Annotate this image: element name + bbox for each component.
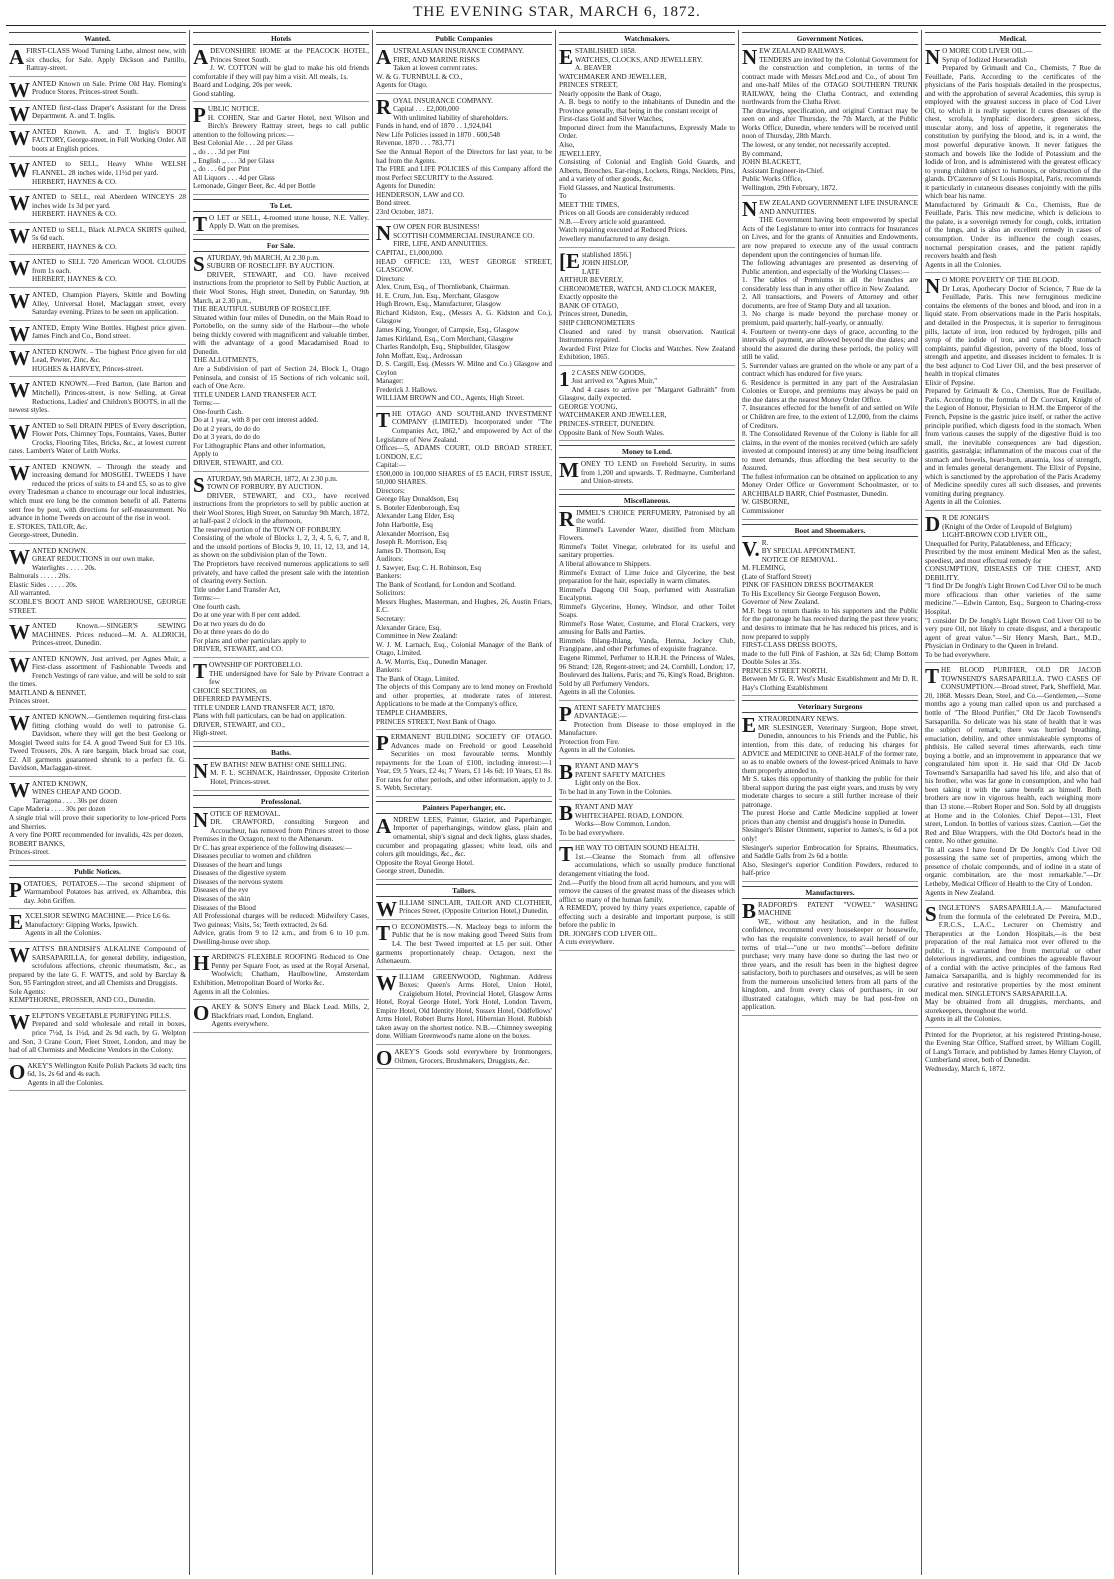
advertisement: PUBLIC NOTICE. H. COHEN, Star and Garter Hotel, next Wilson and Birch's Brewery Rattray street, begs to call public attention to the following prices:— Best Colonial Ale . . . 2d per Glass ,, do . . . 3d per Pint ,, English ,, . . . 3d per Glass ,, do . . . 6d per Pint All Liquors . . . 4d per Glass Lemonade, Ginger Beer, &c. 4d per Bottle: [193, 105, 369, 194]
advertisement: AFIRST-CLASS Wood Turning Lathe, almost new, with six chucks, for Sale. Apply Dickson and Pattillo, Rattray-street.: [9, 47, 186, 77]
advertisement: TO LET or SELL, 4-roomed stone house, N.E. Valley. Apply D. Watt on the premises.: [193, 211, 369, 236]
section-heading: Wanted.: [9, 32, 186, 45]
advertisement: WANTED KNOWN. – Through the steady and increasing demand for MOSGIEL TWEEDS I have reduced the prices of suits to £4 and £5, so as to give every Tradesman a chance to encourage our local industries, which must ere long be the common benefit of all. Patterns sent free by post, with directions for self-measurement. No advance in home Tweeds on account of the rise in wool. E. STOKES, TAILOR, &c. George-street, Dunedin.: [9, 463, 186, 544]
advertisement: WANTED to Sell DRAIN PIPES of Every description, Flower Pots, Chimney Tops, Fountains, Vases, Butter Crocks, Flooring Tiles, Bricks, &c., at lowest current rates. Lambert's Water of Leith Works.: [9, 422, 186, 460]
section-heading: For Sale.: [193, 239, 369, 252]
advertisement: ANDREW LEES, Painter, Glazier, and Paperhanger, Importer of paperhangings, window glass, plain and ornamental, ship's signal and deck lights, glass shades, cucumber and propagating glasses; white lead, oils and colors gilt mouldings, &c., &c. Opposite the Royal George Hotel. George street, Dunedin.: [376, 816, 552, 880]
advertisement: DR DE JONGH'S (Knight of the Order of Leopold of Belgium) LIGHT-BROWN COD LIVER OIL, Unequalled for Purity, Palatableness, and Efficacy; Prescribed by the most eminent Medical Men as the safest, speediest, and most effectual remedy for CONSUMPTION, DISEASES OF THE CHEST, AND DEBILITY. "I find Dr De Jongh's Light Brown Cod Liver Oil to be much more efficacious than other varieties of the same medicine."—Edwin Canton, Esq., Surgeon to Charing-cross Hospital. "I consider Dr De Jongh's Light Brown Cod Liver Oil to be very pure Oil, not likely to create disgust, and a therapeutic agent of great value."—Sir Henry Marsh, Bart., M.D., Physician in Ordinary to the Queen in Ireland. To be had everywhere.: [925, 514, 1101, 663]
advertisement: [Established 1856.] JOHN HISLOP, LATE ARTHUR BEVERLY, CHRONOMETER, WATCH, AND CLOCK MAKER, Exactly opposite the BANK OF OTAGO, Princes street, Dunedin, SHIP CHRONOMETERS Cleaned and rated by transit observation. Nautical Instruments repaired. Awarded First Prize for Clocks and Watches. New Zealand Exhibition, 1865.: [559, 251, 735, 366]
advertisement: WATTS'S BRANDISH'S ALKALINE Compound of SARSAPARILLA, for general debility, indigestion, scrofulous affections, chronic rheumatism, &c., as prepared by the late G. F. WATTS, and sold by Barclay & Son, 95 Farringdon street, and all Chemists and Druggists. Sole Agents: KEMPTHORNE, PROSSER, AND CO., Dunedin.: [9, 945, 186, 1009]
column-6: [921, 30, 1104, 1575]
advertisement: WANTED to SELL, Heavy White WELSH FLANNEL. 28 inches wide, 11½d per yard. HERBERT, HAYNES & CO.: [9, 160, 186, 190]
advertisement: BRADFORD'S PATENT "VOWEL" WASHING MACHINE WE, without any hesitation, and in the fullest confidence, recommend every housekeeper or housewife, who has the requisite convenience, to avail herself of our terms of trial—"one or two months"—before definite purchase; very many have done so during the last two or three years, and the result has been in the highest degree satisfactory, both to purchasers and ourselves, as will be seen from the numerous unsolicited letters from all parts of the kingdom, and from every class of purchasers, in our illustrated catalogue, which may be had post-free on application.: [742, 901, 918, 1016]
advertisement: OAKEY'S Wellington Knife Polish Packets 3d each; tins 6d, 1s, 2s 6d and 4s each. Agents in all the Colonies.: [9, 1062, 186, 1092]
advertisement: WANTED KNOWN.—Gentlemen requiring first-class fitting clothing would do well to patronise G. Davidson, where they will get the best Geelong or Mosgiel Tweed suits for £4. A good Tweed Suit for £3 10s. Tweed Trousers, 20s. A rare bargain, black broad sac coat, £2. All garments guaranteed shrunk to a perfect fit. G. Davidson, Maclaggan-street.: [9, 713, 186, 777]
column-4: [555, 30, 738, 1575]
advertisement: WANTED to SELL, Black ALPACA SKIRTS quilted, 5s 6d each. HERBERT, HAYNES & CO.: [9, 226, 186, 256]
section-heading: Money to Lend.: [559, 445, 735, 458]
advertisement: SINGLETON'S SARSAPARILLA,— Manufactured from the formula of the celebrated Dr Pereira, M.D., F.R.C.S., L.A.C., Lecturer on Chemistry and Therapeutics at the London Hospitals,—is the best preparation of the real Jamaica root ever offered to the public. It is warranted free from mercurial or other deleterious ingredients, and combines the agreeable flavour of a cordial with the active principles of the famous Red Jamaica Sarsaparilla, and is highly recommended for its curative and restorative properties by the most eminent medical men. SINGLETON'S SARSAPARILLA. May be obtained from all druggists, merchants, and storekeepers, throughout the world. Agents in all the Colonies.: [925, 904, 1101, 1028]
section-heading: Baths.: [193, 746, 369, 759]
advertisement: V.R. BY SPECIAL APPOINTMENT. NOTICE OF REMOVAL. M. FLEMING, (Late of Stafford Street) PINK OF FASHION DRESS BOOTMAKER To His Excellency Sir George Ferguson Bowen, Governor of New Zealand. M.F. begs to return thanks to his supporters and the Public for the patronage he has received during the past three years; and desires to intimate that he has reduced his prices, and is now prepared to supply FIRST-CLASS DRESS BOOTS, made to the full Pink of Fashion, at 32s 6d; Clump Bottom Double Soles at 35s. PRINCES STREET NORTH. Between Mr G. R. West's Music Establishment and Mr D. R. Hay's Clothing Establishment: [742, 539, 918, 697]
column-1: [6, 30, 189, 1575]
section-heading: Painters Paperhanger, etc.: [376, 801, 552, 814]
advertisement: ESTABLISHED 1858. WATCHES, CLOCKS, AND JEWELLERY. A. BEAVER WATCHMAKER AND JEWELLER, PRINCES STREET, Nearly opposite the Bank of Otago, A. B. begs to notify to the inhabitants of Dunedin and the Province generally, that being in the constant receipt of First-class Gold and Silver Watches, Imported direct from the Manufactures, Expressly Made to Order. Also, JEWELLERY, Consisting of Colonial and English Gold Guards, and Alberts, Brooches, Ear-rings, Lockets, Rings, Necklets, Pins, and a variety of other goods, &c. Field Glasses, and Nautical Instruments. To MEET THE TIMES, Prices on all Goods are considerably reduced N.B.—Every article sold guaranteed. Watch repairing executed at Reduced Prices. Jewellery manufactured to any design.: [559, 47, 735, 248]
advertisement: WANTED Known.—SINGER'S SEWING MACHINES. Prices reduced—M. A. ALDRICH, Princes-street, Dunedin.: [9, 622, 186, 652]
section-heading: Tailors.: [376, 884, 552, 897]
advertisement: HARDING'S FLEXIBLE ROOFING Reduced to One Penny per Square Foot, as used at the Royal Arsenal, Woolwich; Chatham, Haulbowline, Amsterdam Exhibition, Metropolitan Board of Works &c. Agents in all the Colonies.: [193, 953, 369, 1000]
advertisement: WANTED KNOWN, Just arrived, per Agnes Muir, a First-class assortment of Fashionable Tweeds and French Vestings of rare value, and will be sold to suit the times. MAITLAND & BENNET, Princes street.: [9, 655, 186, 710]
advertisement: THE WAY TO OBTAIN SOUND HEALTH. 1st.—Cleanse the Stomach from all offensive accumulations, which so usually produce functional derangement vitiating the food. 2nd.—Purify the blood from all acrid humours, and you will remove the causes of the greatest mass of the diseases which afflict so many of the human family. A REMEDY, proved by thirty years experience, capable of effecting such a desirable and important purpose, is still before the public in DR. JONGH'S COD LIVER OIL. A cuts everywhere.: [559, 844, 735, 951]
section-heading: Boot and Shoemakers.: [742, 524, 918, 537]
advertisement: NEW ZEALAND GOVERNMENT LIFE INSURANCE AND ANNUITIES. THE Government having been empowered by special Acts of the Legislature to enter into contracts for Insurances on Lives, and for the grants of Annuities and Endowments, are now prepared to execute any of the usual contracts dependent upon the contingencies of human life. The following advantages are presented as deserving of Public attention, and especially of the Working Classes:— 1. The tables of Premiums in all the branches are considerably less than in any other office in New Zealand. 2. All transactions, and Powers of Attorney and other documents, are free of Stamp Duty and all taxation. 3. No charge is made beyond the purchase money or premium, paid quarterly, half-yearly, or annually. 4. Fourteen or twenty-one days of grace, according to the intervals of payment, are allowed beyond the due dates; and should the assured die during these periods, the policy will still be valid. 5. Surrender values are granted on the whole or any part of a contract which has endured for five years. 6. Residence is permitted in any part of the Australasian Colonies or Europe, and premiums may always be paid on the due dates at the nearest Money Order Office. 7. Insurances effected for the benefit of and settled on Wife or Children are free, to the extent of L2,000, from the claims of Creditors. 8. The Consolidated Revenue of the Colony is liable for all claims, in the event of the monies received (which are safely invested at compound interest) at any time being insufficient to meet demands, thus affording the best security to the Assured. The fullest information can be obtained on application to any Money Order Office or Government Schoolmaster, or to ARCHIBALD BARR, Chief Postmaster, Dunedin. W. GISBORNE, Commissioner: [742, 199, 918, 519]
section-heading: Medical.: [925, 32, 1101, 45]
advertisement: SATURDAY, 9th MARCH, At 2.30 p.m. SUBURB OF ROSECLIFF. BY AUCTION. DRIVER, STEWART, and CO. have received instructions from the proprietor to Sell by Public Auction, at their Wool Stores, High street, Dunedin, on Saturday, 9th March, at 2.30 p.m., THE BEAUTIFUL SUBURB OF ROSECLIFF. Situated within four miles of Dunedin, on the Main Road to Portobello, on the sunny side of the Harbour—the whole being thickly covered with magnificent and valuable timber, with the advantage of a good Macadamised Road to Dunedin. THE ALLOTMENTS, Are a Subdivision of part of Section 24, Block I., Otago Peninsula, and consist of 15 Sections of rich volcanic soil, each of One Acre. TITLE UNDER LAND TRANSFER ACT. Terms:— One-fourth Cash. Do at 1 year, with 8 per cent interest added. Do at 2 years, do do do Do at 3 years, do do do For Lithographic Plans and other information, Apply to DRIVER, STEWART, and CO.: [193, 254, 369, 472]
advertisement: NEW ZEALAND RAILWAYS. TENDERS are invited by the Colonial Government for the construction and completion, in terms of the contract made with Messrs McLeod and Co., of about Ten and one-half Miles of the OTAGO SOUTHERN TRUNK RAILWAY, being the Clutha Contract, and extending northwards from the Clutha River. The drawings, specification, and original Contract may be seen on and after Thursday, the 7th March, at the Public Works Office, Dunedin, where tenders will be received until noon of Thursday, 28th March. The lowest, or any tender, not necessarily accepted. By command, JOHN BLACKETT, Assistant Engineer-in-Chief. Public Works Office, Wellington, 29th February, 1872.: [742, 47, 918, 196]
advertisement: WANTED KNOWN.—Fred Barton, (late Barton and Mitchell), Princes-street, is now Selling, at Great Reductions, Ladies' and Children's BOOTS, in all the newest styles.: [9, 380, 186, 418]
section-heading: Manufacturers.: [742, 886, 918, 899]
advertisement: WILLIAM SINCLAIR, TAILOR AND CLOTHIER, Princes Street, (Opposite Criterion Hotel,) Dunedin.: [376, 896, 552, 921]
section-heading: Watchmakers.: [559, 32, 735, 45]
column-2: [189, 30, 372, 1575]
advertisement: THE BLOOD PURIFIER, OLD DR JACOB TOWNSEND'S SARSAPARILLA. TWO CASES OF CONSUMPTION.—Broad street, Park, Sheffield, Mar. 20, 1868. Messrs Dean, Steel, and Co.—Gentlemen,—Some months ago a young man called upon us and purchased a bottle of "The Blood Purifier," Old Dr Jacob Townsend's Sarsaparilla. So delicate was his state of health that it was the subject of remark; there was hurried breathing, emaciation, debility, and other unmistakeable symptoms of phthisis. He called several times afterwards, each time buying a bottle, and an improvement in appearance that we congratulated him upon it. He said that Old Dr Jacob Townsend's Sarsaparilla had saved his life, and also that of his brother, who was far gone in consumption, and who had been taking it with the same benefit as himself. Both brothers are now in vigorous health, each weighing more than 13 stone.—Robert Roper and Son. Sold by all druggists at Home and in the Colonies. Chief Depot—131, Fleet street, London. In bottles of various sizes. Caution.—Get the Red and Blue Wrappers, with the Old Doctor's head in the centre. No other genuine. "In all cases I have found Dr De Jongh's Cod Liver Oil possessing the same set of properties, among which the presence of cholaic compounds, and of iodine in a state of organic combination, are the most remarkable."—Dr Letheby, Medical Officer of Health to the City of London. Agents in New Zealand.: [925, 666, 1101, 901]
advertisement: THE OTAGO AND SOUTHLAND INVESTMENT COMPANY (LIMITED). Incorporated under "The Companies Act, 1862," and empowered by Act of the Legislature of New Zealand. Offices—5, ADAMS COURT, OLD BROAD STREET, LONDON, E.C. Capital:— £500,000 in 100,000 SHARES of £5 EACH, FIRST ISSUE, 50,000 SHARES. Directors: George Hay Donaldson, Esq S. Boteler Edenborough, Esq Alexander Lang Elder, Esq John Harbottle, Esq Alexander Morrison, Esq Joseph R. Morrison, Esq James D. Thomson, Esq Auditors: J. Sawyer, Esq; C. H. Robinson, Esq Bankers: The Bank of Scotland, for London and Scotland. Solicitors: Messrs Hughes, Masterman, and Hughes, 26, Austin Friars, E.C. Secretary: Alexander Grace, Esq. Committee in New Zealand: W. J. M. Larnach, Esq., Colonial Manager of the Bank of Otago, Limited. A. W. Morris, Esq., Dunedin Manager. Bankers: The Bank of Otago, Limited. The objects of this Company are to lend money on Freehold and other properties, at moderate rates of interest. Applications to be made at the Company's office, TEMPLE CHAMBERS, PRINCES STREET, Next Bank of Otago.: [376, 410, 552, 730]
advertisement: ADEVONSHIRE HOME at the PEACOCK HOTEL, Princes Street South. J. W. COTTON will be glad to make his old friends comfortable if they will pay him a visit. All meals, 1s. Board and Lodging, 20s per week. Good stabling.: [193, 47, 369, 102]
advertisement: NO MORE POVERTY OF THE BLOOD. Dr Leras, Apothecary Doctor of Science, 7 Rue de la Feuillade, Paris. This new ferruginous medicine contains the elements of the bones and blood, and iron in a liquid state. From observations made in the Paris hospitals, and detailed in the Prospectus, it is superior to ferruginous pills, lactate of iron, iron reduced by hydrogen, pills and syrup of the iodide of iron, and cures rapidly stomach complaints, painful digestion, poverty of the blood, loss of strength and appetite, and diseases incident to females. It is the best adjunct to Cod Liver Oil, and the best preserver of health in tropical climates Elixir of Pepsine. Prepared by Grimault & Co., Chemists, Rue de Feuillade, Paris. According to the formula of Dr Corvisart, Knight of the Legion of Honour, Physician to H.M. the Emperor of the French, Pepsine is the gastric juice itself, or rather the active principle purified, which digests food in the stomach. When from various causes the supply of the digestive fluid is too small, the inevitable consequences are bad digestion, gastritis, gastralgia; inflammation of the mucous coat of the stomach and bowels, heart-burn, anaemia, loss of strength, and in females general derangement. The Elixir of Pepsine, which is sanctioned by the approbation of the Paris Academy of Medicine speedily cures all such diseases, and prevents vomiting during pregnancy. Agents in all the Colonies.: [925, 276, 1101, 511]
advertisement: WANTED KNOWN, WINES CHEAP AND GOOD. Tarragona . . . . 30s per dozen Cape Maderia . . . . 30s per dozen A single trial will prove their superiority to low-priced Ports and Sherries. A very fine PORT recommended for invalids, 42s per dozen. ROBERT BANKS, Princes-street.: [9, 780, 186, 861]
advertisement: EXTRAORDINARY NEWS. MR SLESINGER, Veterinary Surgeon, Hope street, Dunedin, announces to his Friends and the Public, his intention, from this date, of reducing his charges for ADVICE and MEDICINE to ONE-HALF of the former rate, so as to enable owners of the lowest-priced Animals to have them properly attended to. Mr S. takes this opportunity of thanking the public for their liberal support during the past eight years, and trusts by very moderate charges to secure a still further increase of their patronage. The purest Horse and Cattle Medicine supplied at lower prices than any chemist and druggist's house in Dunedin. Slesinger's Blister Ointment, superior to James's, is 6d a pot only! Slesinger's superior Embrocation for Sprains, Rheumatics, and Saddle Galls from 2s 6d a bottle. Also, Slesinger's superior Condition Powders, reduced to half-price: [742, 715, 918, 881]
advertisement: OAKEY & SON'S Emery and Black Lead. Mills, 2, Blackfriars road, London, England. Agents everywhere.: [193, 1003, 369, 1033]
advertisement: NO MORE COD LIVER OIL.— Syrup of Iodized Horseradish Prepared by Grimault and Co., Chemists, 7 Rue de Feuillade, Paris. According to the certificates of the physicians of the Paris hospitals detailed in the prospectus, and with the approbation of several Academies, this syrup is employed with the greatest success in place of Cod Liver Oil, to which it is really superior. It cures diseases of the chest, scrofula, lymphatic disorders, green sickness, muscular atony, and loss of appetite, it regenerates the constitution by purifying the blood, and is, in a word, the most powerful depurative known. It never fatigues the stomach and bowels like the Iodide of Potassium and the Iodide of Iron, and is administered with the greatest efficacy to young children subject to humours, or obstruction of the glands. D'Cazenave of St Louis Hospital, Paris, recommends it particularly in cutaneous diseases conjointly with the pills which bear his name. Manufactured by Grimault & Co., Chemists, Rue de Feuillade, Paris. This new medicine, which is delicious to the palate, is a sovereign remedy for cough, colds, irritation of the lungs, and is also an excellent remedy in cases of consumption. Under its influence the cough ceases, nocturnal perspiration ceases, and the patient rapidly recovers health and flesh Agents in all the Colonies.: [925, 47, 1101, 273]
advertisement: WANTED Known on Sale. Prime Old Hay. Fleming's Produce Stores, Princes-street South.: [9, 77, 186, 102]
advertisement: TOWNSHIP OF PORTOBELLO. THE undersigned have for Sale by Private Contract a few CHOICE SECTIONS, on DEFERRED PAYMENTS. TITLE UNDER LAND TRANSFER ACT, 1870. Plans with full particulars, can be had on application. DRIVER, STEWART, and CO., High-street.: [193, 661, 369, 742]
section-heading: Hotels: [193, 32, 369, 45]
masthead: THE EVENING STAR, MARCH 6, 1872.: [413, 4, 701, 20]
advertisement: POTATOES, POTATOES.—The second shipment of Warrnambool Potatoes has arrived, ex Alhambra, this day. John Griffen.: [9, 880, 186, 910]
advertisement: WANTED KNOWN. GREAT REDUCTIONS in our own make. Waterlights . . . . . 20s. Balmorals . . . . . 20s. Elastic Sides . . . . . 20s. All warranted. SCOBLE'S BOOT AND SHOE WAREHOUSE, GEORGE STREET.: [9, 547, 186, 619]
advertisement: WANTED to SELL, real Aberdeen WINCEYS 28 inches wide 1s 3d per yard. HERBERT. HAYNES & CO.: [9, 193, 186, 223]
section-heading: Veterinary Surgeons: [742, 700, 918, 713]
imprint-footer: Printed for the Proprietor, at his registered Printing-house, the Evening Star Office, Stafford street, by William Cogill, of Lang's Terrace, and published by James Henry Clayton, of Cumberland street, both of Dunedin. Wednesday, March 6, 1872.: [925, 1030, 1101, 1073]
advertisement: SATURDAY, 9th MARCH, 1872, At 2.30 p.m. TOWN OF FORBURY. BY AUCTION. DRIVER, STEWART, and CO., have received instructions from the proprietors to sell by public auction at their Wool Stores, High Street, on Saturday 9th March, 1872, at half-past 2 o'clock in the afternoon, The reserved portion of the TOWN OF FORBURY. Consisting of the whole of Blocks 1, 2, 3, 4, 5, 6, 7, and 8, and the unsold portions of Blocks 9, 10, 11, 12, 13, and 14, as shown on the subdivision plan of the Town. The Proprietors have received numerous applications to sell privately, and have called the present sale with the intention of clearing every Section. Title under Land Transfer Act, Terms:— One fourth cash. Do at one year with 8 per cent added. Do at two years do do do Do at three years do do do For plans and other particulars apply to DRIVER, STEWART, and CO.: [193, 475, 369, 658]
advertisement: WANTED KNOWN. – The highest Price given for old Lead, Pewter, Zinc, &c. HUGHES & HARVEY, Princes-street.: [9, 348, 186, 378]
advertisement: NOW OPEN FOR BUSINESS! SCOTTISH COMMERCIAL INSURANCE CO. FIRE, LIFE, AND ANNUITIES. CAPITAL, £1,000,000. HEAD OFFICE: 133, WEST GEORGE STREET, GLASGOW. Directors: Alex. Crum, Esq., of Thornliebank, Chairman. H. E. Crum, Jun. Esq., Merchant, Glasgow Hugh Brown, Esq., Manufacturer, Glasgow Richard Kidston, Esq., (Messrs A. G. Kidston and Co.), Glasgow James King, Younger, of Campsie, Esq., Glasgow James Kirkland, Esq., Corn Merchant, Glasgow Charles Randolph, Esq., Shipbuilder, Glasgow John Moffatt, Esq., Ardrossan D. S. Cargill, Esq. (Messrs W. Milne and Co.) Glasgow and Ceylon Manager: Frederick J. Hallows. WILLIAM BROWN and CO., Agents, High Street.: [376, 223, 552, 406]
advertisement: WANTED, Champion Players, Skittle and Bowling Alley, Universal Hotel, Maclaggan street, every Saturday evening. Prizes to be seen on application.: [9, 291, 186, 321]
section-heading: To Let.: [193, 199, 369, 212]
advertisement: WANTED Known. A. and T. Inglis's BOOT FACTORY, George-street, in Full Working Order. All boots at English prices.: [9, 128, 186, 158]
advertisement: ROYAL INSURANCE COMPANY. Capital . . . £2,000,000 With unlimited liability of shareholders. Funds in hand, end of 1870 . . 1,924,041 New Life Policies issued in 1870 . 600,548 Revenue, 1870 . . . 783,771 See the Annual Report of the Directors for last year, to be had from the Agents. The FIRE and LIFE POLICIES of this Company afford the most Perfect SECURITY to the Assured. Agents for Dunedin: HENDERSON, LAW and CO. Bond street. 23rd October, 1871.: [376, 97, 552, 221]
advertisement: BRYANT AND MAY WHITECHAPEL ROAD, LONDON. Works—Bow Common, London. To be had everywhere.: [559, 803, 735, 841]
advertisement: WILLIAM GREENWOOD, Nightman. Address Boxes: Queen's Arms Hotel, Union Hotel, Craigieburn Hotel, Provincial Hotel, Glasgow Arms Hotel, Royal George Hotel, York Hotel, London Tavern, Empire Hotel, Old Identity Hotel, Sussex Hotel, Oddfellows' Arms Hotel, Robert Burns Hotel, Hibernian Hotel. Rubbish taken away on the shortest notice. N.B.—Chimney sweeping done. William Greenwood's name alone on the boxes.: [376, 973, 552, 1045]
advertisement: TO ECONOMISTS.—N. Macleay begs to inform the Public that he is now making good Tweed Suits from L4. The best Tweed imported at L5 per suit. Other garments proportionately cheap. Octagon, next the Athenaeum.: [376, 923, 552, 970]
advertisement: WELPTON'S VEGETABLE PURIFYING PILLS. Prepared and sold wholesale and retail in boxes, price 7½d, 1s 1½d, and 2s 9d each, by G. Welpton and Son, 3 Crane Court, Fleet Street, London, and may be had of all Chemists and Medicine Vendors in the Colony.: [9, 1012, 186, 1059]
column-3: [372, 30, 555, 1575]
advertisement: RIMMEL'S CHOICE PERFUMERY, Patronised by all the world. Rimmel's Lavender Water, distilled from Mitcham Flowers. Rimmel's Toilet Vinegar, celebrated for its useful and sanitary properties. A liberal allowance to Shippers. Rimmel's Extract of Lime Juice and Glycerine, the best preparation for the hair, especially in warm climates. Rimmel's Dagong Oil Soap, perfumed with Australian Eucalyptus. Rimmel's Glycerine, Honey, Windsor, and other Toilet Soaps. Rimmel's Rose Water, Costume, and Floral Crackers, very amusing for Balls and Parties. Rimmels Ihlang-Ihlang, Vanda, Henna, Jockey Club, Frangipane, and other Perfumes of exquisite fragrance. Eugene Rimmel, Perfumer to H.R.H. the Princess of Wales, 96 Strand; 128, Regent-street; and 24, Cornhill, London; 17, Boulevard des Italiens, Paris; and 76, King's Road, Brighton. Sold by all Perfumery Vendors. Agents in all the Colonies.: [559, 509, 735, 701]
advertisement: WANTED first-class Draper's Assistant for the Dress Department. A. and T. Inglis.: [9, 101, 186, 126]
section-heading: Miscellaneous.: [559, 494, 735, 507]
masthead-rule: [6, 25, 1106, 26]
advertisement: PATENT SAFETY MATCHES ADVANTAGE:— Protection from Disease to those employed in the Manufacture. Protection from Fire. Agents in all the Colonies.: [559, 704, 735, 759]
advertisement: WANTED to SELL 720 American WOOL CLOUDS from 1s each. HERBERT, HAYNES & CO.: [9, 258, 186, 288]
section-heading: Professional.: [193, 795, 369, 808]
advertisement: PERMANENT BUILDING SOCIETY OF OTAGO. Advances made on Freehold or good Leasehold Securities on most favourable terms. Monthly repayments for the Loan of £100, including interest:—1 Year, £9; 5 Years, £2 4s; 7 Years, £1 14s 6d; 10 Years, £1 8s. For rates for other periods, and other information, apply to J. S. Webb, Secretary.: [376, 733, 552, 797]
section-heading: Public Notices.: [9, 865, 186, 878]
advertisement: MONEY TO LEND on Freehold Security, in sums from 1,200 and upwards. T. Redmayne, Cumberland and Union-streets.: [559, 460, 735, 490]
advertisement: AUSTRALASIAN INSURANCE COMPANY. FIRE, AND MARINE RISKS Taken at lowest current rates. W. & G. TURNBULL & CO., Agents for Otago.: [376, 47, 552, 94]
advertisement: NEW BATHS! NEW BATHS! ONE SHILLING. M. F. L. SCHNACK, Hairdresser, Opposite Criterion Hotel, Princes-street.: [193, 761, 369, 791]
advertisement: EXCELSIOR SEWING MACHINE.— Price L6 6s. Manufactory: Gipping Works, Ipswich. Agents in all the Colonies.: [9, 912, 186, 942]
advertisement: 12 CASES NEW GOODS, Just arrived ex "Agnes Muir," And 4 cases to arrive per "Margaret Galbraith" from Glasgow, daily expected. GEORGE YOUNG, WATCHMAKER AND JEWELLER, PRINCES-STREET, DUNEDIN. Opposite Bank of New South Wales.: [559, 369, 735, 441]
advertisement: BRYANT AND MAY'S PATENT SAFETY MATCHES Light only on the Box. To be had in any Town in the Colonies.: [559, 762, 735, 800]
advertisement: OAKEY'S Goods sold everywhere by Ironmongers, Oilmen, Grocers, Brushmakers, Druggists, &c.: [376, 1045, 552, 1070]
advertisement: NOTICE OF REMOVAL. DR. CRAWFORD, consulting Surgeon and Accoucheur, has removed from Princes street to those Premises in the Octagon, next to the Athenaeum. Dr C. has great experience of the following diseases:— Diseases peculiar to women and children Diseases of the heart and lungs Diseases of the digestive system Diseases of the nervous system Diseases of the eye Diseases of the skin Diseases of the Blood All Professional charges will be reduced: Midwifery Cases, Two guineas; Visits, 5s; Teeth extracted, 2s 6d. Advice, gratis from 9 to 12 a.m., and from 6 to 10 p.m. Dwelling-house over shop.: [193, 810, 369, 951]
section-heading: Government Notices.: [742, 32, 918, 45]
advertisement: WANTED, Empty Wine Bottles. Highest price given. James Finch and Co., Bond street.: [9, 321, 186, 346]
newspaper-columns: [6, 30, 1106, 1575]
section-heading: Public Companies: [376, 32, 552, 45]
column-5: [738, 30, 921, 1575]
